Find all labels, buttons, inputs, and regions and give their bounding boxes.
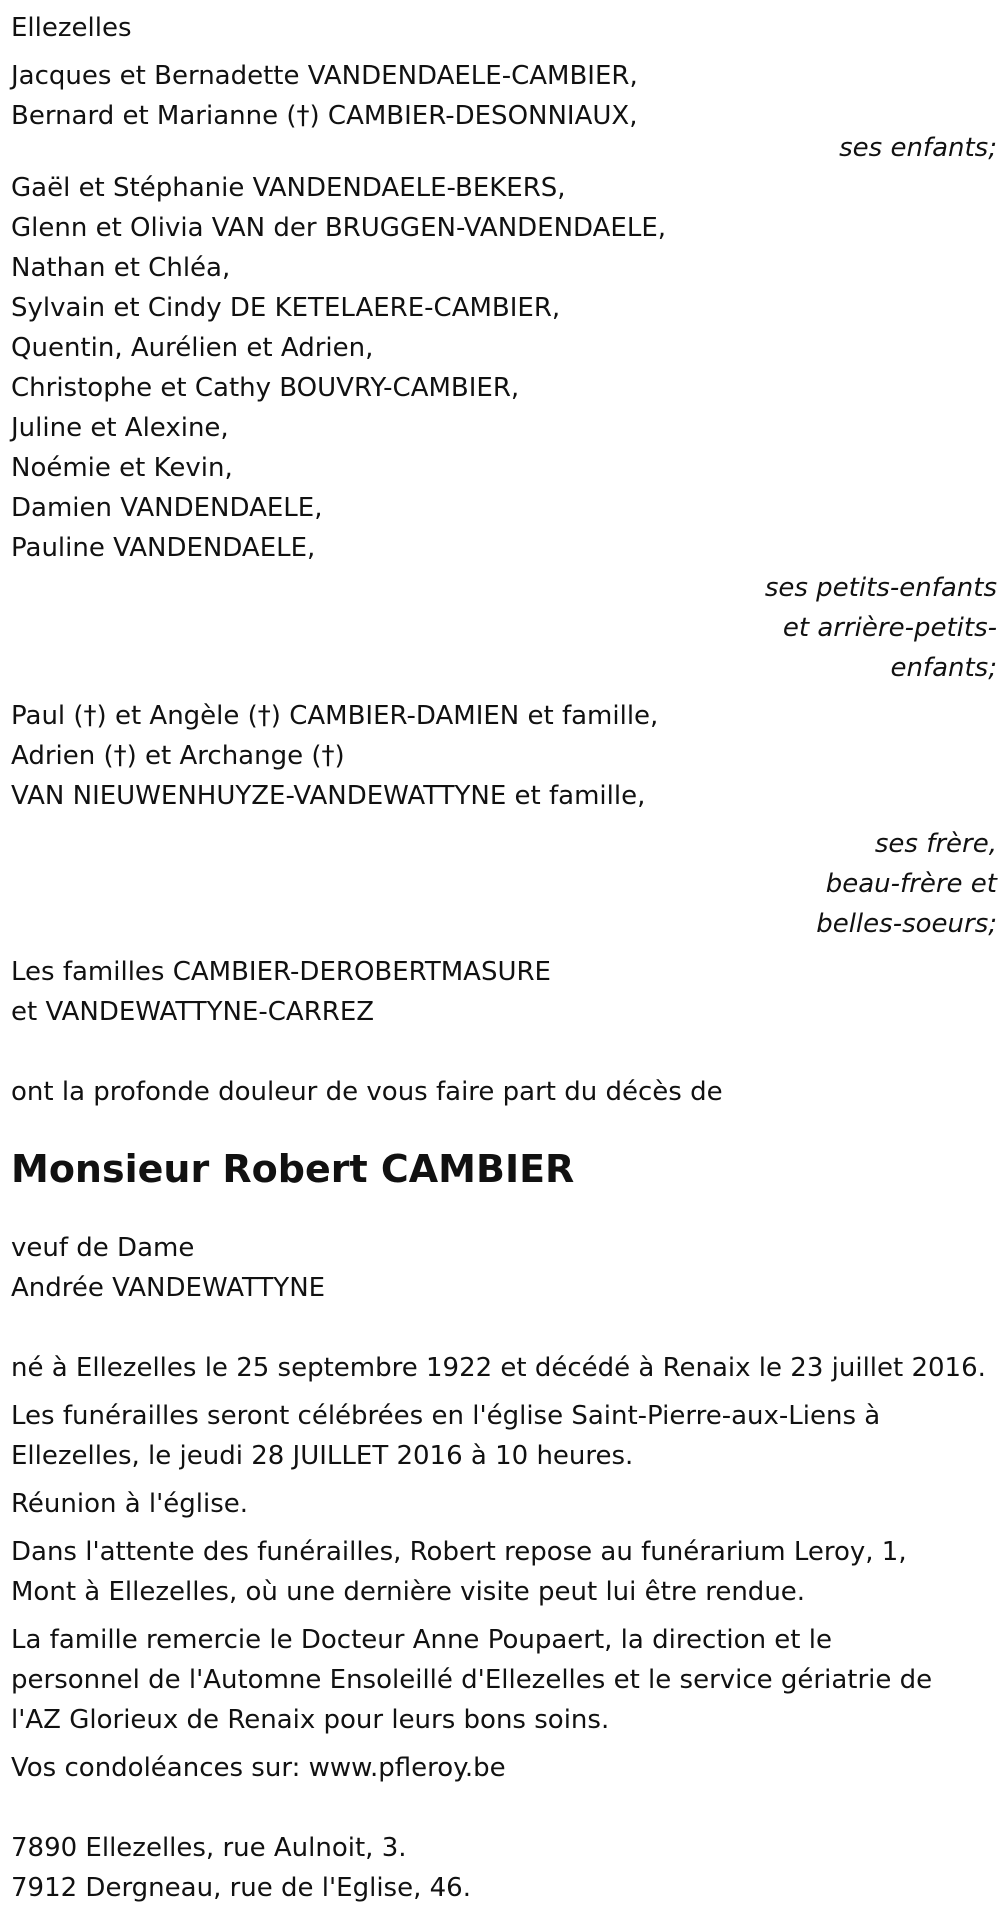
thanks-line: personnel de l'Automne Ensoleillé d'Ellezelles et le service gériatrie de (11, 1665, 933, 1695)
grandchildren-relation: enfants; (890, 653, 997, 683)
announcement-text: ont la profonde douleur de vous faire part du décès de (11, 1077, 723, 1107)
address-line: 7890 Ellezelles, rue Aulnoit, 3. (11, 1833, 407, 1863)
deceased-name: Monsieur Robert CAMBIER (11, 1147, 575, 1191)
condolences-text: Vos condoléances sur: www.pfleroy.be (11, 1753, 506, 1783)
siblings-line: VAN NIEUWENHUYZE-VANDEWATTYNE et famille, (11, 781, 646, 811)
grandchildren-line: Nathan et Chléa, (11, 253, 231, 283)
birth-death-text: né à Ellezelles le 25 septembre 1922 et décédé à Renaix le 23 juillet 2016. (11, 1353, 986, 1383)
visitation-line: Mont à Ellezelles, où une dernière visite peut lui être rendue. (11, 1577, 806, 1607)
grandchildren-line: Pauline VANDENDAELE, (11, 533, 316, 563)
siblings-section (11, 696, 1000, 944)
meeting-text: Réunion à l'église. (11, 1489, 249, 1519)
grandchildren-line: Damien VANDENDAELE, (11, 493, 323, 523)
widower-line: veuf de Dame (11, 1233, 195, 1263)
visitation-text (11, 1532, 991, 1612)
grandchildren-line: Glenn et Olivia VAN der BRUGGEN-VANDENDAELE, (11, 213, 667, 243)
families-line: Les familles CAMBIER-DEROBERTMASURE (11, 957, 551, 987)
families-section (11, 952, 1000, 1032)
grandchildren-line: Juline et Alexine, (11, 413, 229, 443)
visitation-line: Dans l'attente des funérailles, Robert repose au funérarium Leroy, 1, (11, 1537, 907, 1567)
siblings-relation: belles-soeurs; (816, 909, 997, 939)
children-line: Jacques et Bernadette VANDENDAELE-CAMBIER, (11, 61, 638, 91)
children-section (11, 56, 1000, 168)
grandchildren-relation: et arrière-petits- (782, 613, 997, 643)
families-line: et VANDEWATTYNE-CARREZ (11, 997, 375, 1027)
grandchildren-line: Gaël et Stéphanie VANDENDAELE-BEKERS, (11, 173, 566, 203)
grandchildren-section (11, 168, 1000, 688)
thanks-text (11, 1620, 991, 1740)
siblings-line: Paul (†) et Angèle (†) CAMBIER-DAMIEN et famille, (11, 701, 659, 731)
siblings-line: Adrien (†) et Archange (†) (11, 741, 345, 771)
grandchildren-line: Noémie et Kevin, (11, 453, 233, 483)
grandchildren-line: Quentin, Aurélien et Adrien, (11, 333, 374, 363)
grandchildren-relation: ses petits-enfants (764, 573, 997, 603)
widower-line: Andrée VANDEWATTYNE (11, 1273, 326, 1303)
location-header: Ellezelles (11, 13, 132, 43)
siblings-relation: beau-frère et (825, 869, 997, 899)
children-relation: ses enfants; (839, 133, 997, 163)
grandchildren-line: Sylvain et Cindy DE KETELAERE-CAMBIER, (11, 293, 561, 323)
funeral-line: Ellezelles, le jeudi 28 JUILLET 2016 à 10 heures. (11, 1441, 634, 1471)
siblings-relation: ses frère, (874, 829, 997, 859)
thanks-line: l'AZ Glorieux de Renaix pour leurs bons soins. (11, 1705, 610, 1735)
widower-section (11, 1228, 1000, 1308)
funeral-text (11, 1396, 991, 1476)
funeral-line: Les funérailles seront célébrées en l'église Saint-Pierre-aux-Liens à (11, 1401, 881, 1431)
grandchildren-line: Christophe et Cathy BOUVRY-CAMBIER, (11, 373, 520, 403)
addresses-section (11, 1828, 1000, 1908)
address-line: 7912 Dergneau, rue de l'Eglise, 46. (11, 1873, 471, 1903)
children-line: Bernard et Marianne (†) CAMBIER-DESONNIAUX, (11, 101, 638, 131)
thanks-line: La famille remercie le Docteur Anne Poupaert, la direction et le (11, 1625, 832, 1655)
